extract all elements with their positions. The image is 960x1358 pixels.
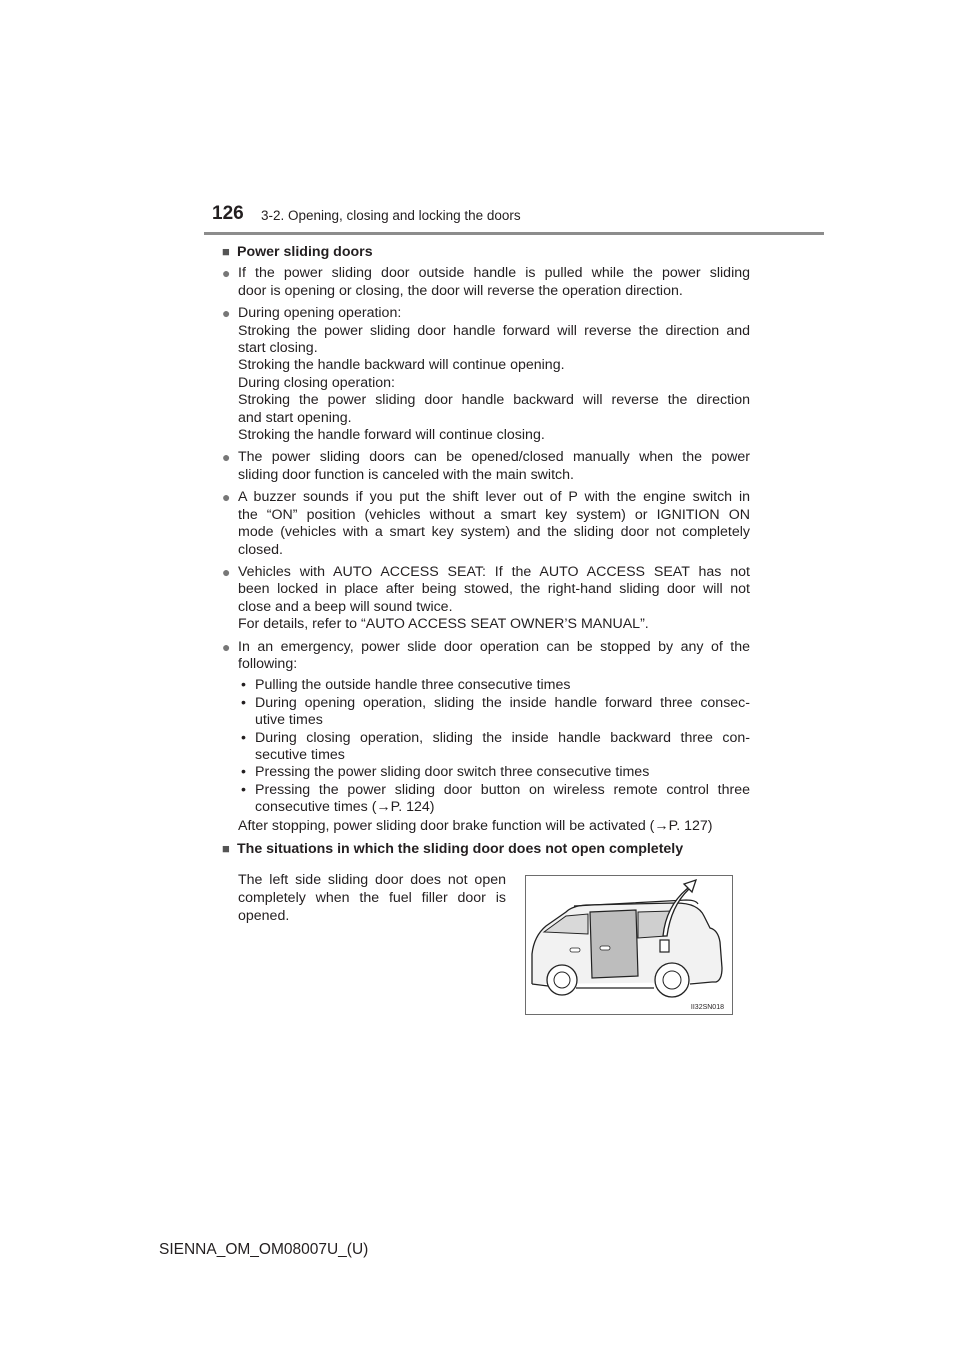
section-title: 3-2. Opening, closing and locking the doors: [261, 208, 521, 223]
text-line: opened.: [238, 907, 290, 924]
sub-list-item-text: [255, 730, 750, 765]
list-item-body: [238, 449, 750, 484]
sub-list-item: [238, 695, 750, 730]
small-bullet-icon: •: [241, 764, 246, 781]
text-line: Vehicles with AUTO ACCESS SEAT: If the AUTO ACCESS SEAT has not: [238, 563, 750, 580]
text-line: Stroking the power sliding door handle forward will reverse the direction and: [238, 322, 750, 339]
list-item: [222, 639, 750, 835]
text-line: the “ON” position (vehicles without a smart key system) or IGNITION ON: [238, 506, 750, 523]
text-line: door is opening or closing, the door will reverse the operation direction.: [238, 282, 683, 299]
list-item-body: [238, 265, 750, 300]
text-line: completely when the fuel filler door is: [238, 889, 506, 906]
circle-bullet-icon: ●: [222, 305, 231, 322]
square-bullet-icon: ■: [222, 244, 230, 259]
text-line: Pulling the outside handle three consecutive times: [255, 677, 571, 694]
list-item: [222, 305, 750, 444]
text-line: and start opening.: [238, 409, 352, 426]
text-line: sliding door function is canceled with the main switch.: [238, 466, 574, 483]
sub-list-item-text: [255, 677, 750, 694]
sub-list-item-text: [255, 695, 750, 730]
sub-list-item: [238, 730, 750, 765]
sub-list-item-text: [255, 764, 750, 781]
square-bullet-icon: ■: [222, 841, 230, 856]
section-heading-text: Power sliding doors: [237, 244, 373, 260]
text-line: Stroking the handle backward will continue opening.: [238, 357, 565, 374]
header-rule: [204, 232, 824, 235]
text-line: During closing operation, sliding the inside handle backward three con-: [255, 729, 750, 746]
text-line: During closing operation:: [238, 374, 395, 391]
text-line: During opening operation:: [238, 305, 402, 322]
text-line: utive times: [255, 712, 323, 729]
list-item: [222, 449, 750, 484]
text-line: Stroking the handle forward will continue closing.: [238, 427, 545, 444]
text-line: Pressing the power sliding door switch three consecutive times: [255, 764, 650, 781]
list-item-body: [238, 639, 750, 835]
figure-caption-text: [238, 872, 506, 925]
text-line: The power sliding doors can be opened/closed manually when the power: [238, 449, 750, 466]
list-item-body: [238, 305, 750, 444]
text-line: close and a beep will sound twice.: [238, 598, 453, 615]
bullet-list: [222, 265, 750, 835]
list-item-body: [238, 564, 750, 634]
sub-list-item-text: [255, 782, 750, 817]
minivan-side-view-icon: [526, 876, 732, 1014]
text-line: If the power sliding door outside handle is pulled while the power sliding: [238, 265, 750, 282]
text-line: start closing.: [238, 340, 318, 357]
text-line: A buzzer sounds if you put the shift lever out of P with the engine switch in: [238, 489, 750, 506]
section-heading-text: The situations in which the sliding door does not open completely: [237, 841, 684, 857]
section-heading-power-sliding: [222, 243, 750, 261]
figure-code: II32SN018: [690, 1004, 724, 1011]
text-line: been locked in place after being stowed, the right-hand sliding door will not: [238, 581, 750, 598]
list-item: [222, 564, 750, 634]
text-line: In an emergency, power slide door operation can be stopped by any of the: [238, 638, 750, 655]
circle-bullet-icon: ●: [222, 563, 231, 580]
sub-list-item: [238, 677, 750, 694]
list-item: [222, 265, 750, 300]
sub-list: [238, 677, 750, 816]
list-item-body: [238, 489, 750, 559]
vehicle-illustration: [525, 875, 733, 1015]
content-body: [222, 243, 750, 862]
small-bullet-icon: •: [241, 729, 246, 746]
sub-list-item: [238, 764, 750, 781]
text-line: After stopping, power sliding door brake function will be activated (→P. 127): [238, 817, 713, 834]
text-line: following:: [238, 655, 298, 672]
small-bullet-icon: •: [241, 677, 246, 694]
circle-bullet-icon: ●: [222, 265, 231, 282]
small-bullet-icon: •: [241, 694, 246, 711]
text-line: mode (vehicles with a smart key system) and the sliding door not completely: [238, 524, 750, 541]
text-line: closed.: [238, 541, 283, 558]
text-line: Pressing the power sliding door button on wireless remote control three: [255, 781, 750, 798]
circle-bullet-icon: ●: [222, 489, 231, 506]
text-line: During opening operation, sliding the inside handle forward three consec-: [255, 694, 750, 711]
section-heading-not-open: [222, 840, 750, 858]
text-line: For details, refer to “AUTO ACCESS SEAT OWNER’S MANUAL”.: [238, 616, 649, 633]
small-bullet-icon: •: [241, 781, 246, 798]
footer-code: SIENNA_OM_OM08007U_(U): [159, 1241, 369, 1258]
circle-bullet-icon: ●: [222, 638, 231, 655]
circle-bullet-icon: ●: [222, 449, 231, 466]
text-line: Stroking the power sliding door handle backward will reverse the direction: [238, 392, 750, 409]
text-line: The left side sliding door does not open: [238, 872, 506, 888]
text-line: consecutive times (→P. 124): [255, 799, 435, 816]
page-number: 126: [212, 203, 244, 224]
list-item: [222, 489, 750, 559]
sub-list-item: [238, 782, 750, 817]
text-line: secutive times: [255, 746, 345, 763]
